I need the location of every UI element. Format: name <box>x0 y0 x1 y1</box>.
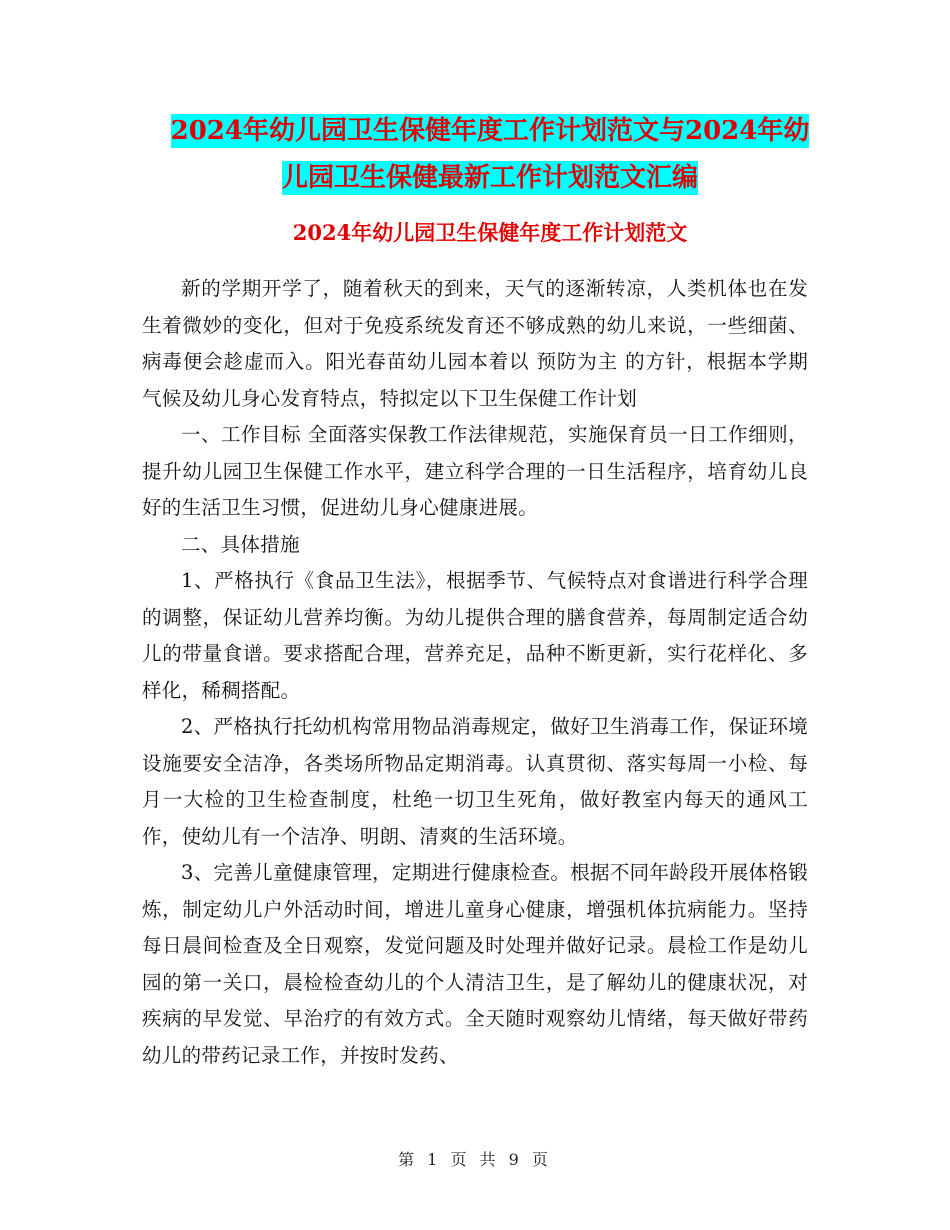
paragraph-measures-heading: 二、具体措施 <box>181 532 300 556</box>
paragraph-intro: 新的学期开学了，随着秋天的到来，天气的逐渐转凉，人类机体也在发生着微妙的变化，但对于免疫系统发育还不够成熟的幼儿来说，一些细菌、病毒便会趁虚而入。阳光春苗幼儿园本着以 预防为主 的方针，根据本学期气候及幼儿身心发育特点，特拟定以下卫生保健工作计划 <box>142 277 808 410</box>
main-title-line-2: 儿园卫生保健最新工作计划范文汇编 <box>281 163 698 193</box>
main-title-line-1: 2024年幼儿园卫生保健年度工作计划范文与2024年幼 <box>170 116 810 146</box>
paragraph-measure-3: 3、完善儿童健康管理，定期进行健康检查。根据不同年龄段开展体格锻炼，制定幼儿户外活动时间，增进儿童身心健康，增强机体抗病能力。坚持每日晨间检查及全日观察，发觉问题及时处理并做好记录。晨检工作是幼儿园的第一关口，晨检检查幼儿的个人清洁卫生，是了解幼儿的健康状况，对疾病的早发觉、早治疗的有效方式。全天随时观察幼儿情绪，每天做好带药幼儿的带药记录工作，并按时发药、 <box>142 861 808 1067</box>
main-title <box>145 108 835 202</box>
page-number-footer: 第 1 页 共 9 页 <box>398 1150 552 1169</box>
section-title: 2024年幼儿园卫生保健年度工作计划范文 <box>292 220 688 245</box>
paragraph-measure-1: 1、严格执行《食品卫生法》，根据季节、气候特点对食谱进行科学合理的调整，保证幼儿营养均衡。为幼儿提供合理的膳食营养，每周制定适合幼儿的带量食谱。要求搭配合理，营养充足，品种不断更新，实行花样化、多样化，稀稠搭配。 <box>142 569 808 702</box>
paragraph-measure-2: 2、严格执行托幼机构常用物品消毒规定，做好卫生消毒工作，保证环境设施要安全洁净，各类场所物品定期消毒。认真贯彻、落实每周一小检、每月一大检的卫生检查制度，杜绝一切卫生死角，做好教室内每天的通风工作，使幼儿有一个洁净、明朗、清爽的生活环境。 <box>142 715 808 848</box>
paragraph-work-goal: 一、工作目标 全面落实保教工作法律规范，实施保育员一日工作细则，提升幼儿园卫生保健工作水平，建立科学合理的一日生活程序，培育幼儿良好的生活卫生习惯，促进幼儿身心健康进展。 <box>142 423 808 519</box>
document-body <box>142 271 808 1074</box>
